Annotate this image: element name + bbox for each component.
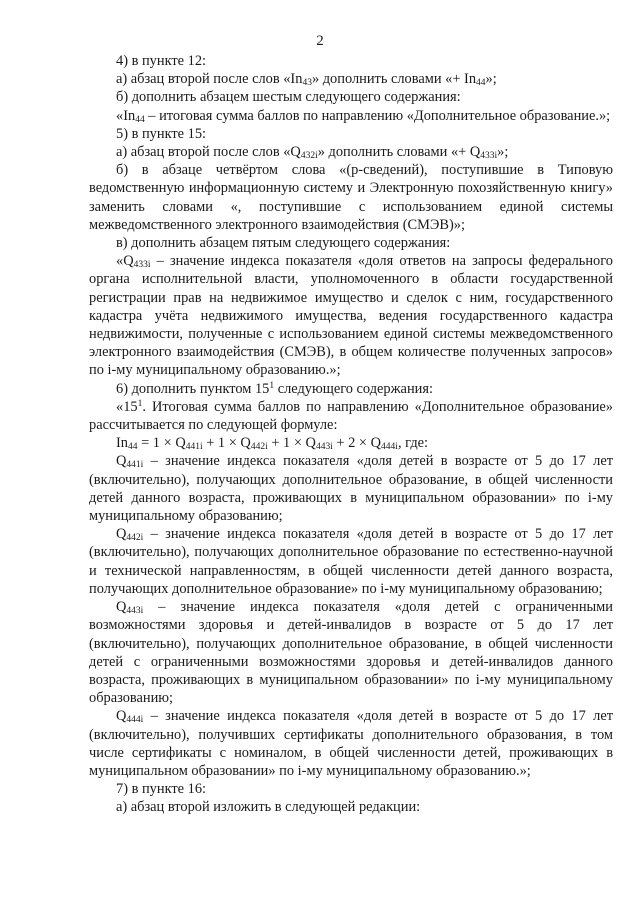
paragraph: 7) в пункте 16:	[116, 781, 207, 798]
paragraph: б) дополнить абзацем шестым следующего содержания:	[116, 89, 461, 106]
paragraph: «$15^1$. Итоговая сумма баллов по направлению «Дополнительное образование» рассчитывается по следующей формуле:	[89, 398, 613, 434]
paragraph: $Q_{443i}$ – значение индекса показателя «доля детей с ограниченными возможностями здоровья и детей-инвалидов в возрасте от 5 до 17 лет (включительно), получающих дополнительное образование, в общей численности детей с ограниченными возможностями здоровья и детей-инвалидов данного возраста, проживающих в муниципальном образовании» по i-му муниципальному образованию;	[89, 599, 613, 707]
paragraph: в) дополнить абзацем пятым следующего содержания:	[116, 235, 451, 252]
paragraph: $In_{44} = 1 \times Q_{441i} + 1 \times Q_{442i} + 1 \times Q_{443i} + 2 \times Q_{444i}$, где:	[116, 435, 429, 453]
paragraph: $Q_{442i}$ – значение индекса показателя «доля детей в возрасте от 5 до 17 лет (включительно), получающих дополнительное образование по естественно-научной и технической направленностям, в общей численности детей данного возраста, получающих дополнительное образование» по i-му муниципальному образованию;	[89, 526, 613, 597]
paragraph: $Q_{444i}$ – значение индекса показателя «доля детей в возрасте от 5 до 17 лет (включительно), получивших сертификаты дополнительного образования, в том числе сертификаты с номиналом, в общей численности детей, проживающих в муниципальном образовании» по i-му муниципальному образованию.»;	[89, 708, 613, 779]
paragraph: «$Q_{433i}$ – значение индекса показателя «доля ответов на запросы федерального органа исполнительной власти, уполномоченного в области государственной регистрации прав на недвижимое имущество и сделок с ним, государственного кадастра учёта недвижимого имущества, ведения государственного кадастра недвижимости, полученные с использованием единой системы межведомственного электронного взаимодействия (СМЭВ), в общем количестве полученных запросов» по i-му муниципальному образованию.»;	[89, 253, 613, 379]
page-number: 2	[316, 33, 324, 49]
paragraph: а) абзац второй изложить в следующей редакции:	[116, 799, 421, 816]
paragraph: $Q_{441i}$ – значение индекса показателя «доля детей в возрасте от 5 до 17 лет (включительно), получающих дополнительное образование, в общей численности детей данного возраста, проживающих в муниципальном образовании» по i-му муниципальному образованию;	[89, 453, 613, 525]
paragraph: а) абзац второй после слов «$In_{43}$» дополнить словами «+ $In_{44}$»;	[116, 71, 497, 89]
paragraph: б) в абзаце четвёртом слова «(р-сведений), поступившие в Типовую ведомственную информационную систему и Электронную похозяйственную книгу» заменить словами «, поступившие с использованием единой системы межведомственного электронного взаимодействия (СМЭВ)»;	[89, 162, 613, 233]
document-body	[89, 52, 613, 817]
paragraph: «$In_{44}$ – итоговая сумма баллов по направлению «Дополнительное образование.»;	[116, 107, 611, 125]
paragraph: а) абзац второй после слов «$Q_{432i}$» дополнить словами «+ $Q_{433i}$»;	[116, 144, 509, 162]
paragraph: 4) в пункте 12:	[116, 53, 207, 69]
paragraph: 6) дополнить пунктом $15^1$ следующего содержания:	[116, 380, 433, 397]
paragraph: 5) в пункте 15:	[116, 125, 207, 142]
